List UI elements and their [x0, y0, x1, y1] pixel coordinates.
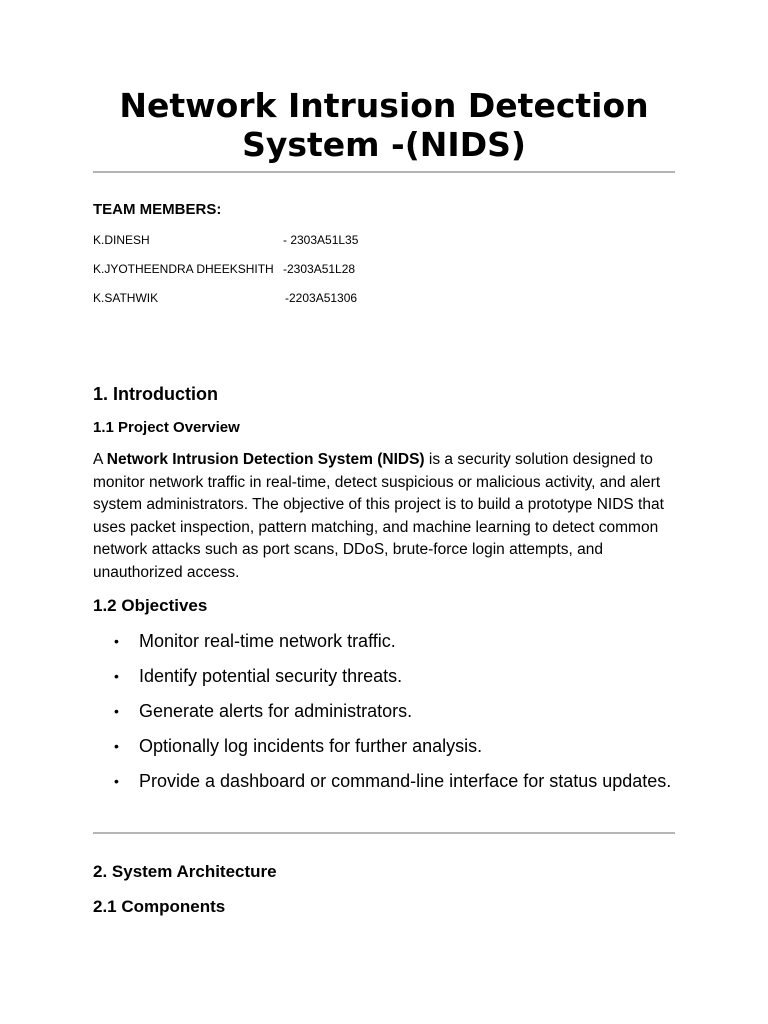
member-name: K.JYOTHEENDRA DHEEKSHITH — [93, 262, 274, 276]
project-overview-paragraph — [93, 449, 675, 585]
team-member-row — [93, 232, 393, 248]
objective-text: Identify potential security threats. — [139, 666, 403, 686]
list-item — [93, 768, 675, 794]
system-architecture-heading: 2. System Architecture — [93, 862, 277, 881]
team-member-row — [93, 261, 393, 277]
overview-body-text: is a security solution designed to monitor network traffic in real-time, detect suspicious or malicious activity, and alert system administrators. The objective of this project is to build a prototype NIDS that uses packet inspection, pattern matching, and machine learning to detect common network attacks such as port scans, DDoS, brute-force login attempts, and unauthorized access. — [93, 451, 664, 581]
list-item — [93, 698, 675, 724]
bullet-icon: • — [114, 738, 119, 754]
team-member-row — [93, 290, 393, 306]
introduction-heading: 1. Introduction — [93, 384, 218, 404]
list-item — [93, 628, 675, 654]
section-divider — [93, 832, 675, 834]
document-title: Network Intrusion Detection System -(NIDS) — [119, 86, 649, 164]
objective-text: Optionally log incidents for further analysis. — [139, 736, 483, 756]
objective-text: Provide a dashboard or command-line interface for status updates. — [139, 771, 672, 791]
overview-lead-text: A — [93, 451, 107, 468]
objective-text: Monitor real-time network traffic. — [139, 631, 396, 651]
member-name: K.DINESH — [93, 233, 150, 247]
member-id: - 2303A51L35 — [283, 233, 359, 247]
overview-bold-term: Network Intrusion Detection System (NIDS) — [106, 451, 425, 468]
bullet-icon: • — [114, 633, 119, 649]
objectives-list — [93, 628, 675, 803]
bullet-icon: • — [114, 668, 119, 684]
member-name: K.SATHWIK — [93, 291, 159, 305]
objective-text: Generate alerts for administrators. — [139, 701, 413, 721]
bullet-icon: • — [114, 773, 119, 789]
member-id: -2203A51306 — [285, 291, 358, 305]
objectives-heading: 1.2 Objectives — [93, 596, 208, 615]
list-item — [93, 733, 675, 759]
project-overview-heading: 1.1 Project Overview — [93, 419, 240, 436]
title-divider — [93, 171, 675, 173]
list-item — [93, 663, 675, 689]
member-id: -2303A51L28 — [283, 262, 356, 276]
team-members-heading: TEAM MEMBERS: — [93, 201, 222, 218]
bullet-icon: • — [114, 703, 119, 719]
components-heading: 2.1 Components — [93, 897, 226, 916]
